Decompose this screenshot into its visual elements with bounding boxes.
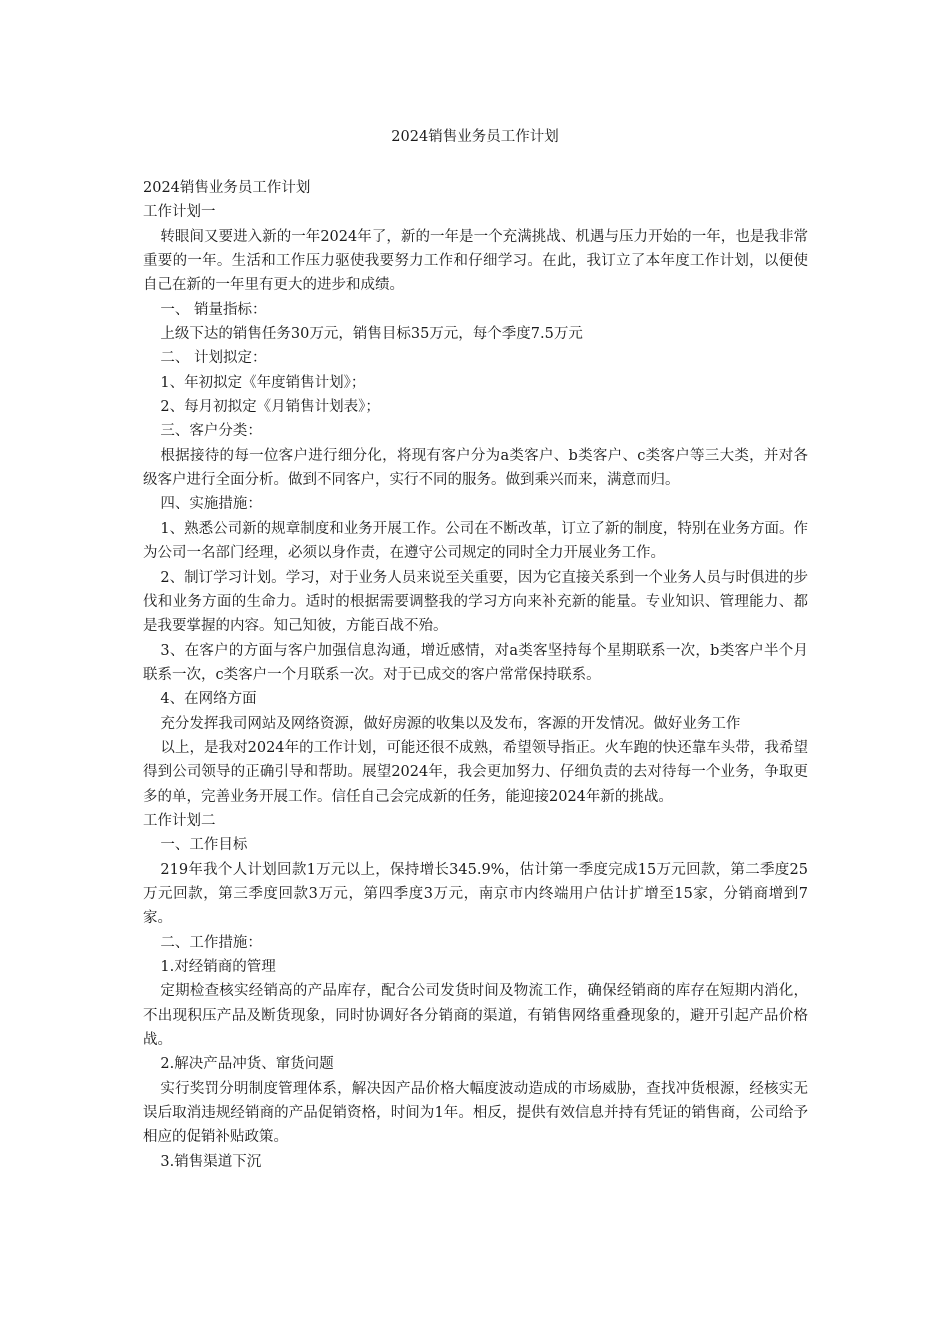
paragraph: 2、制订学习计划。学习，对于业务人员来说至关重要，因为它直接关系到一个业务人员与时俱进的步伐和业务方面的生命力。适时的根据需要调整我的学习方向来补充新的能量。专业知识、管理能力、都是我要掌握的内容。知己知彼，方能百战不殆。 [143, 569, 808, 635]
paragraph: 1、年初拟定《年度销售计划》； [160, 374, 366, 391]
paragraph: 二、 计划拟定： [160, 350, 267, 367]
paragraph: 3、在客户的方面与客户加强信息沟通，增近感情，对a类客坚持每个星期联系一次，b类客户半个月联系一次，c类客户一个月联系一次。对于已成交的客户常常保持联系。 [143, 642, 808, 683]
paragraph: 一、 销量指标： [160, 301, 267, 318]
page-title: 2024销售业务员工作计划 [391, 129, 559, 145]
paragraph: 2.解决产品冲货、窜货问题 [160, 1056, 334, 1073]
paragraph: 1.对经销商的管理 [160, 959, 276, 975]
paragraph: 219年我个人计划回款1万元以上，保持增长345.9%，估计第一季度完成15万元回款，第二季度25万元回款，第三季度回款3万元，第四季度3万元，南京市内终端用户估计扩增至15家，分销商增到7家。 [143, 861, 808, 927]
paragraph: 二、工作措施： [160, 934, 262, 951]
paragraph: 2、每月初拟定《月销售计划表》； [160, 399, 380, 416]
paragraph: 1、熟悉公司新的规章制度和业务开展工作。公司在不断改革，订立了新的制度，特别在业务方面。作为公司一名部门经理，必须以身作责，在遵守公司规定的同时全力开展业务工作。 [143, 520, 808, 562]
paragraph: 一、工作目标 [160, 837, 248, 854]
paragraph: 定期检查核实经销高的产品库存，配合公司发货时间及物流工作，确保经销商的库存在短期内消化，不出现积压产品及断货现象，同时协调好各分销商的渠道，有销售网络重叠现象的，避开引起产品价格战。 [143, 983, 808, 1049]
paragraph: 工作计划一 [143, 204, 216, 221]
paragraph: 转眼间又要进入新的一年2024年了，新的一年是一个充满挑战、机遇与压力开始的一年，也是我非常重要的一年。生活和工作压力驱使我要努力工作和仔细学习。在此，我订立了本年度工作计划，以便使自己在新的一年里有更大的进步和成绩。 [143, 228, 808, 294]
paragraph: 2024销售业务员工作计划 [143, 180, 311, 196]
paragraph: 根据接待的每一位客户进行细分化，将现有客户分为a类客户、b类客户、c类客户等三大类，并对各级客户进行全面分析。做到不同客户，实行不同的服务。做到乘兴而来，满意而归。 [143, 447, 808, 489]
paragraph: 三、客户分类： [160, 423, 262, 440]
document-body [143, 176, 808, 1174]
paragraph: 4、在网络方面 [160, 691, 257, 708]
paragraph: 实行奖罚分明制度管理体系，解决因产品价格大幅度波动造成的市场威胁，查找冲货根源，经核实无误后取消违规经销商的产品促销资格，时间为1年。相反，提供有效信息并持有凭证的销售商，公司给予相应的促销补贴政策。 [143, 1080, 808, 1146]
paragraph: 充分发挥我司网站及网络资源，做好房源的收集以及发布，客源的开发情况。做好业务工作 [160, 715, 741, 732]
paragraph: 四、实施措施： [160, 496, 262, 513]
paragraph: 工作计划二 [143, 812, 216, 829]
paragraph: 上级下达的销售任务30万元，销售目标35万元，每个季度7.5万元 [160, 326, 583, 343]
paragraph: 以上，是我对2024年的工作计划，可能还很不成熟，希望领导指正。火车跑的快还靠车头带，我希望得到公司领导的正确引导和帮助。展望2024年，我会更加努力、仔细负责的去对待每一个业务，争取更多的单，完善业务开展工作。信任自己会完成新的任务，能迎接2024年新的挑战。 [143, 739, 808, 805]
paragraph: 3.销售渠道下沉 [160, 1153, 262, 1170]
